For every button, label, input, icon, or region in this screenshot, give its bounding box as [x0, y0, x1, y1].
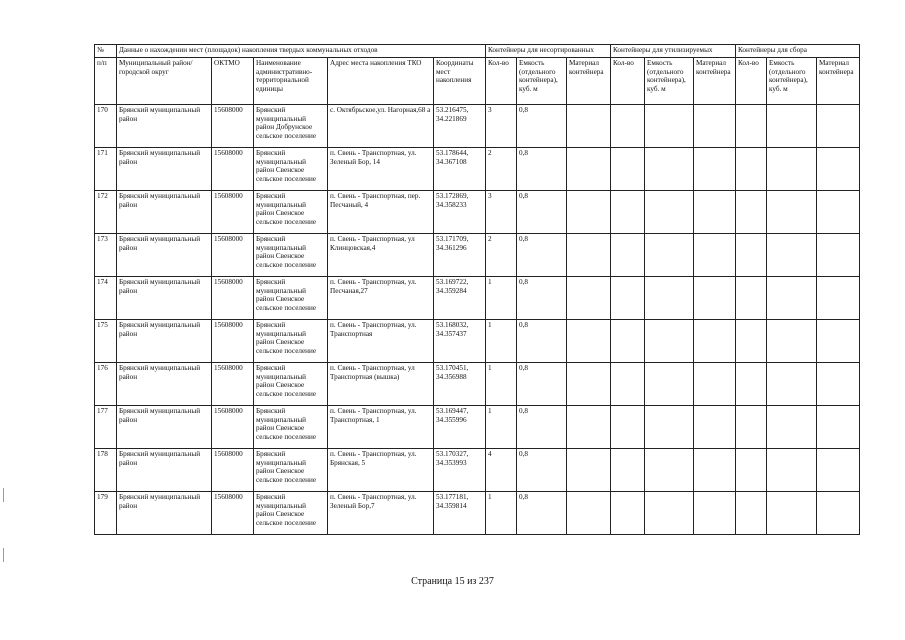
row-number: 174 [95, 277, 117, 320]
admin-unit-cell: Брянский муниципальный район Свенское сельское поселение [254, 406, 328, 449]
coords-cell: 53.169447, 34.355996 [434, 406, 486, 449]
coords-cell: 53.177181, 34.359814 [434, 492, 486, 535]
oktmo-cell: 15608000 [212, 363, 254, 406]
empty-cell [611, 191, 645, 234]
address-cell: с. Октябрьское,ул. Нагорная,68 а [328, 105, 434, 148]
table-row [95, 492, 860, 535]
municipality-cell: Брянский муниципальный район [117, 363, 212, 406]
oktmo-cell: 15608000 [212, 492, 254, 535]
coords-cell: 53.170451, 34.356988 [434, 363, 486, 406]
municipality-cell: Брянский муниципальный район [117, 277, 212, 320]
coords-cell: 53.170327, 34.353993 [434, 449, 486, 492]
empty-cell [736, 148, 767, 191]
header-recycle-capacity: Емкость (отдельного контейнера), куб. м [645, 58, 694, 105]
admin-unit-cell: Брянский муниципальный район Свенское сельское поселение [254, 191, 328, 234]
header-collect-material: Материал контейнера [817, 58, 860, 105]
empty-cell [567, 234, 611, 277]
table-row [95, 320, 860, 363]
address-cell: п. Свень - Транспортная, ул. Зеленый Бор, 14 [328, 148, 434, 191]
empty-cell [736, 105, 767, 148]
empty-cell [736, 320, 767, 363]
empty-cell [611, 105, 645, 148]
oktmo-cell: 15608000 [212, 449, 254, 492]
municipality-cell: Брянский муниципальный район [117, 492, 212, 535]
address-cell: п. Свень - Транспортная, ул Клинцовская,4 [328, 234, 434, 277]
coords-cell: 53.172869, 34.358233 [434, 191, 486, 234]
address-cell: п. Свень - Транспортная, ул. Песчаная,27 [328, 277, 434, 320]
scan-edge-mark [3, 548, 4, 562]
unsorted-count-cell: 1 [486, 277, 517, 320]
coords-cell: 53.168032, 34.357437 [434, 320, 486, 363]
empty-cell [694, 363, 736, 406]
header-coords: Координаты мест накопления [434, 58, 486, 105]
empty-cell [611, 492, 645, 535]
empty-cell [694, 191, 736, 234]
empty-cell [567, 148, 611, 191]
empty-cell [567, 191, 611, 234]
admin-unit-cell: Брянский муниципальный район Добрунское сельское поселение [254, 105, 328, 148]
unsorted-capacity-cell: 0,8 [517, 406, 567, 449]
table-row [95, 191, 860, 234]
empty-cell [645, 234, 694, 277]
header-municipality: Муниципальный район/городской округ [117, 58, 212, 105]
header-row-groups [95, 45, 860, 58]
empty-cell [567, 449, 611, 492]
empty-cell [611, 148, 645, 191]
unsorted-capacity-cell: 0,8 [517, 449, 567, 492]
empty-cell [817, 406, 860, 449]
empty-cell [767, 449, 817, 492]
header-collect-count: Кол-во [736, 58, 767, 105]
empty-cell [767, 191, 817, 234]
empty-cell [767, 277, 817, 320]
oktmo-cell: 15608000 [212, 406, 254, 449]
header-collect-group: Контейнеры для сбора [736, 45, 860, 58]
header-recycle-material: Материал контейнера [694, 58, 736, 105]
oktmo-cell: 15608000 [212, 148, 254, 191]
empty-cell [736, 363, 767, 406]
empty-cell [645, 105, 694, 148]
municipality-cell: Брянский муниципальный район [117, 406, 212, 449]
empty-cell [645, 148, 694, 191]
empty-cell [817, 363, 860, 406]
address-cell: п. Свень - Транспортная, ул. Брянская, 5 [328, 449, 434, 492]
address-cell: п. Свень - Транспортная, ул. Зеленый Бор,7 [328, 492, 434, 535]
table-row [95, 449, 860, 492]
empty-cell [767, 492, 817, 535]
empty-cell [736, 406, 767, 449]
admin-unit-cell: Брянский муниципальный район Свенское сельское поселение [254, 492, 328, 535]
empty-cell [736, 191, 767, 234]
oktmo-cell: 15608000 [212, 234, 254, 277]
empty-cell [567, 277, 611, 320]
empty-cell [736, 234, 767, 277]
empty-cell [767, 406, 817, 449]
unsorted-capacity-cell: 0,8 [517, 105, 567, 148]
empty-cell [567, 105, 611, 148]
admin-unit-cell: Брянский муниципальный район Свенское сельское поселение [254, 277, 328, 320]
oktmo-cell: 15608000 [212, 191, 254, 234]
coords-cell: 53.216475, 34.221869 [434, 105, 486, 148]
row-number: 173 [95, 234, 117, 277]
row-number: 172 [95, 191, 117, 234]
empty-cell [611, 363, 645, 406]
empty-cell [767, 320, 817, 363]
admin-unit-cell: Брянский муниципальный район Свенское сельское поселение [254, 320, 328, 363]
unsorted-capacity-cell: 0,8 [517, 277, 567, 320]
empty-cell [645, 449, 694, 492]
waste-sites-table [94, 44, 860, 535]
empty-cell [694, 105, 736, 148]
unsorted-capacity-cell: 0,8 [517, 191, 567, 234]
empty-cell [736, 449, 767, 492]
empty-cell [736, 492, 767, 535]
row-number: 177 [95, 406, 117, 449]
empty-cell [567, 406, 611, 449]
empty-cell [736, 277, 767, 320]
admin-unit-cell: Брянский муниципальный район Свенское сельское поселение [254, 363, 328, 406]
unsorted-capacity-cell: 0,8 [517, 363, 567, 406]
empty-cell [767, 105, 817, 148]
unsorted-count-cell: 3 [486, 105, 517, 148]
empty-cell [694, 234, 736, 277]
admin-unit-cell: Брянский муниципальный район Свенское сельское поселение [254, 148, 328, 191]
header-unsorted-count: Кол-во [486, 58, 517, 105]
empty-cell [645, 320, 694, 363]
empty-cell [611, 320, 645, 363]
empty-cell [767, 363, 817, 406]
empty-cell [694, 320, 736, 363]
unsorted-capacity-cell: 0,8 [517, 492, 567, 535]
empty-cell [694, 277, 736, 320]
empty-cell [817, 320, 860, 363]
unsorted-capacity-cell: 0,8 [517, 320, 567, 363]
header-unsorted-capacity: Емкость (отдельного контейнера), куб. м [517, 58, 567, 105]
address-cell: п. Свень - Транспортная, ул Транспортная (вышка) [328, 363, 434, 406]
unsorted-count-cell: 1 [486, 406, 517, 449]
coords-cell: 53.169722, 34.359284 [434, 277, 486, 320]
header-collect-capacity: Емкость (отдельного контейнера), куб. м [767, 58, 817, 105]
coords-cell: 53.171709, 34.361296 [434, 234, 486, 277]
municipality-cell: Брянский муниципальный район [117, 449, 212, 492]
table-row [95, 277, 860, 320]
unsorted-count-cell: 1 [486, 320, 517, 363]
empty-cell [694, 492, 736, 535]
header-unsorted-group: Контейнеры для несортированных [486, 45, 611, 58]
municipality-cell: Брянский муниципальный район [117, 105, 212, 148]
address-cell: п. Свень - Транспортная, ул. Транспортная, 1 [328, 406, 434, 449]
municipality-cell: Брянский муниципальный район [117, 320, 212, 363]
unsorted-count-cell: 3 [486, 191, 517, 234]
scan-edge-mark [3, 488, 4, 502]
empty-cell [645, 277, 694, 320]
admin-unit-cell: Брянский муниципальный район Свенское сельское поселение [254, 234, 328, 277]
empty-cell [611, 234, 645, 277]
row-number: 176 [95, 363, 117, 406]
header-admin-unit: Наименование административно-территориальной единицы [254, 58, 328, 105]
row-number: 179 [95, 492, 117, 535]
empty-cell [611, 449, 645, 492]
empty-cell [817, 234, 860, 277]
header-address: Адрес места накопления ТКО [328, 58, 434, 105]
row-number: 175 [95, 320, 117, 363]
row-number: 171 [95, 148, 117, 191]
address-cell: п. Свень - Транспортная, ул. Транспортная [328, 320, 434, 363]
unsorted-count-cell: 1 [486, 492, 517, 535]
unsorted-count-cell: 1 [486, 363, 517, 406]
empty-cell [817, 449, 860, 492]
unsorted-count-cell: 4 [486, 449, 517, 492]
header-oktmo: ОКТМО [212, 58, 254, 105]
municipality-cell: Брянский муниципальный район [117, 234, 212, 277]
empty-cell [817, 148, 860, 191]
table-row [95, 234, 860, 277]
header-recycle-group: Контейнеры для утилизируемых [611, 45, 736, 58]
header-data-group: Данные о нахождении мест (площадок) накопления твердых коммунальных отходов [117, 45, 486, 58]
empty-cell [567, 363, 611, 406]
empty-cell [567, 320, 611, 363]
table-row [95, 363, 860, 406]
table-row [95, 105, 860, 148]
unsorted-capacity-cell: 0,8 [517, 234, 567, 277]
empty-cell [817, 277, 860, 320]
empty-cell [817, 191, 860, 234]
header-num: № [95, 45, 117, 58]
empty-cell [817, 105, 860, 148]
row-number: 170 [95, 105, 117, 148]
table-row [95, 148, 860, 191]
empty-cell [694, 449, 736, 492]
page-number: Страница 15 из 237 [411, 576, 494, 587]
row-number: 178 [95, 449, 117, 492]
empty-cell [817, 492, 860, 535]
empty-cell [645, 363, 694, 406]
empty-cell [645, 492, 694, 535]
empty-cell [694, 148, 736, 191]
unsorted-count-cell: 2 [486, 234, 517, 277]
oktmo-cell: 15608000 [212, 320, 254, 363]
empty-cell [645, 191, 694, 234]
coords-cell: 53.178644, 34.367108 [434, 148, 486, 191]
empty-cell [611, 406, 645, 449]
header-num-pp: п/п [95, 58, 117, 105]
header-recycle-count: Кол-во [611, 58, 645, 105]
unsorted-count-cell: 2 [486, 148, 517, 191]
municipality-cell: Брянский муниципальный район [117, 148, 212, 191]
empty-cell [767, 148, 817, 191]
empty-cell [767, 234, 817, 277]
empty-cell [567, 492, 611, 535]
table-row [95, 406, 860, 449]
empty-cell [645, 406, 694, 449]
empty-cell [694, 406, 736, 449]
oktmo-cell: 15608000 [212, 105, 254, 148]
empty-cell [611, 277, 645, 320]
admin-unit-cell: Брянский муниципальный район Свенское сельское поселение [254, 449, 328, 492]
oktmo-cell: 15608000 [212, 277, 254, 320]
unsorted-capacity-cell: 0,8 [517, 148, 567, 191]
header-row-columns [95, 58, 860, 105]
header-unsorted-material: Материал контейнера [567, 58, 611, 105]
municipality-cell: Брянский муниципальный район [117, 191, 212, 234]
address-cell: п. Свень - Транспортная, пер. Песчаный, 4 [328, 191, 434, 234]
